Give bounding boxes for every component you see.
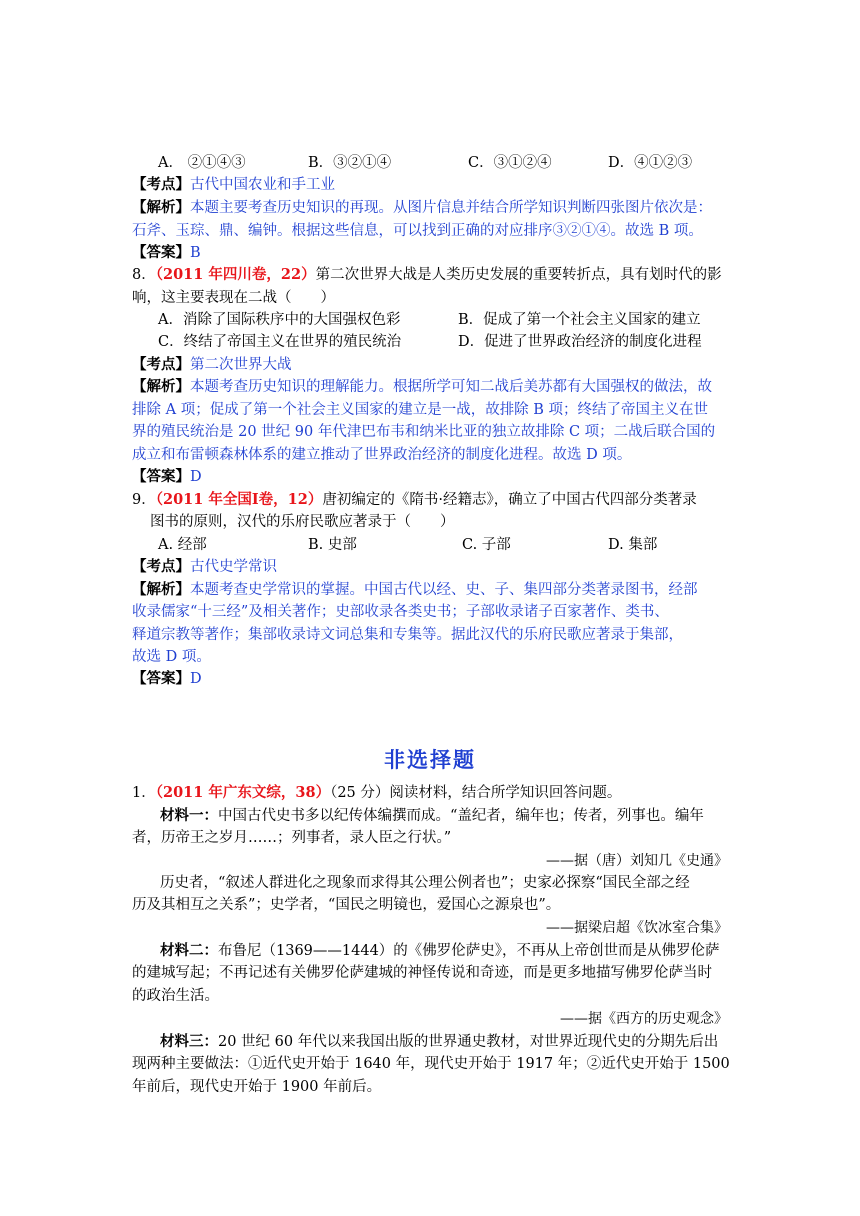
nq1-m1-line-1: 材料一：中国古代史书多以纪传体编撰而成。“盖纪者，编年也；传者，列事也。编年 xyxy=(160,807,704,824)
nq1-m3-line-2: 现两种主要做法：①近代史开始于 1640 年，现代史开始于 1917 年；②近代史开始于 1500 xyxy=(132,1056,730,1072)
nq1-m1-cite: ——据（唐）刘知几《史通》 xyxy=(546,853,728,869)
q7-option-d: D．④①②③ xyxy=(608,155,693,171)
q7-jiexi-line-1: 【解析】本题主要考查历史知识的再现。从图片信息并结合所学知识判断四张图片依次是： xyxy=(132,199,712,216)
q8-option-d: D．促进了世界政治经济的制度化进程 xyxy=(458,334,702,350)
q9-source: （2011 年全国Ⅰ卷，12） xyxy=(155,491,323,508)
q9-option-a: A. 经部 xyxy=(158,537,207,553)
q7-option-b: B．③②①④ xyxy=(308,155,392,171)
nq1-m2-line-2: 的建城写起；不再记述有关佛罗伦萨建城的神怪传说和奇迹，而是更多地描写佛罗伦萨当时 xyxy=(132,965,712,981)
nq1-stem: 1．（2011 年广东文综，38）（25 分）阅读材料，结合所学知识回答问题。 xyxy=(132,784,622,801)
q8-jiexi-line-1: 【解析】本题考查历史知识的理解能力。根据所学可知二战后美苏都有大国强权的做法，故 xyxy=(132,378,712,395)
material-3-tag: 材料三： xyxy=(160,1033,218,1050)
q9-jiexi-line-1: 【解析】本题考查史学常识的掌握。中国古代以经、史、子、集四部分类著录图书，经部 xyxy=(132,581,698,598)
kaodian-text: 古代中国农业和手工业 xyxy=(190,177,335,193)
jiexi-tag: 【解析】 xyxy=(132,199,190,216)
answer-tag: 【答案】 xyxy=(132,244,190,261)
section-title: 非选择题 xyxy=(384,747,476,772)
nq1-m1b-line-1: 历史者，“叙述人群进化之现象而求得其公理公例者也”；史家必探察“国民全部之经 xyxy=(160,875,690,891)
q9-option-b: B. 史部 xyxy=(308,537,357,553)
q8-source: （2011 年四川卷，22） xyxy=(155,266,316,283)
nq1-m2-cite: ——据《西方的历史观念》 xyxy=(560,1011,728,1027)
q9-number: 9． xyxy=(132,492,156,508)
q8-option-c: C．终结了帝国主义在世界的殖民统治 xyxy=(158,334,402,350)
q7-option-c: C．③①②④ xyxy=(468,155,552,171)
material-1-tag: 材料一： xyxy=(160,807,218,824)
q8-stem-line-2: 响，这主要表现在二战（ ） xyxy=(132,290,335,306)
nq1-m3-line-1: 材料三：20 世纪 60 年代以来我国出版的世界通史教材，对世界近现代史的分期先后出 xyxy=(160,1033,719,1050)
q9-option-d: D. 集部 xyxy=(608,537,658,553)
q8-number: 8． xyxy=(132,267,156,283)
q9-jiexi-line-4: 故选 D 项。 xyxy=(132,649,211,665)
nq1-m3-line-3: 年前后，现代史开始于 1900 年前后。 xyxy=(132,1079,382,1095)
q7-answer xyxy=(132,242,201,264)
q7-kaodian xyxy=(132,174,335,196)
q8-answer: 【答案】D xyxy=(132,468,202,485)
nq1-source: （2011 年广东文综，38） xyxy=(155,784,331,801)
q8-jiexi-line-2: 排除 A 项；促成了第一个社会主义国家的建立是一战，故排除 B 项；终结了帝国主义在世 xyxy=(132,402,709,418)
nq1-m1-line-2: 者，历帝王之岁月……；列事者，录人臣之行状。” xyxy=(132,830,452,846)
q7-option-a: A． ②①④③ xyxy=(158,155,246,171)
q8-kaodian: 【考点】第二次世界大战 xyxy=(132,356,292,373)
q9-jiexi-line-2: 收录儒家“十三经”及相关著作；史部收录各类史书；子部收录诸子百家著作、类书、 xyxy=(132,604,669,620)
material-2-tag: 材料二： xyxy=(160,942,218,959)
q7-jiexi-line-2: 石斧、玉琮、鼎、编钟。根据这些信息，可以找到正确的对应排序③②①④。故选 B 项。 xyxy=(132,223,703,239)
q8-jiexi-line-3: 界的殖民统治是 20 世纪 90 年代津巴布韦和纳米比亚的独立故排除 C 项；二战后联合国的 xyxy=(132,424,716,440)
kaodian-tag: 【考点】 xyxy=(132,176,190,193)
q9-option-c: C. 子部 xyxy=(462,537,511,553)
q9-jiexi-line-3: 释道宗教等著作；集部收录诗文词总集和专集等。据此汉代的乐府民歌应著录于集部， xyxy=(132,627,683,643)
q8-option-b: B．促成了第一个社会主义国家的建立 xyxy=(458,312,701,328)
q8-stem-line-1: 8．（2011 年四川卷，22）第二次世界大战是人类历史发展的重要转折点，具有划时代的影 xyxy=(132,266,722,283)
q9-stem-line-2: 图书的原则，汉代的乐府民歌应著录于（ ） xyxy=(150,514,455,530)
q9-kaodian: 【考点】古代史学常识 xyxy=(132,558,277,575)
q8-option-a: A．消除了国际秩序中的大国强权色彩 xyxy=(158,312,401,328)
q9-answer: 【答案】D xyxy=(132,670,202,687)
answer-value: B xyxy=(190,245,201,261)
nq1-m2-line-1: 材料二：布鲁尼（1369——1444）的《佛罗伦萨史》，不再从上帝创世而是从佛罗伦萨 xyxy=(160,942,720,959)
nq1-m1b-cite: ——据梁启超《饮冰室合集》 xyxy=(546,920,728,936)
q9-stem-line-1: 9．（2011 年全国Ⅰ卷，12）唐初编定的《隋书·经籍志》，确立了中国古代四部分类著录 xyxy=(132,491,697,508)
nq1-m1b-line-2: 历及其相互之关系”；史学者，“国民之明镜也，爱国心之源泉也”。 xyxy=(132,897,561,913)
q8-jiexi-line-4: 成立和布雷顿森林体系的建立推动了世界政治经济的制度化进程。故选 D 项。 xyxy=(132,447,632,463)
nq1-m2-line-3: 的政治生活。 xyxy=(132,988,219,1004)
